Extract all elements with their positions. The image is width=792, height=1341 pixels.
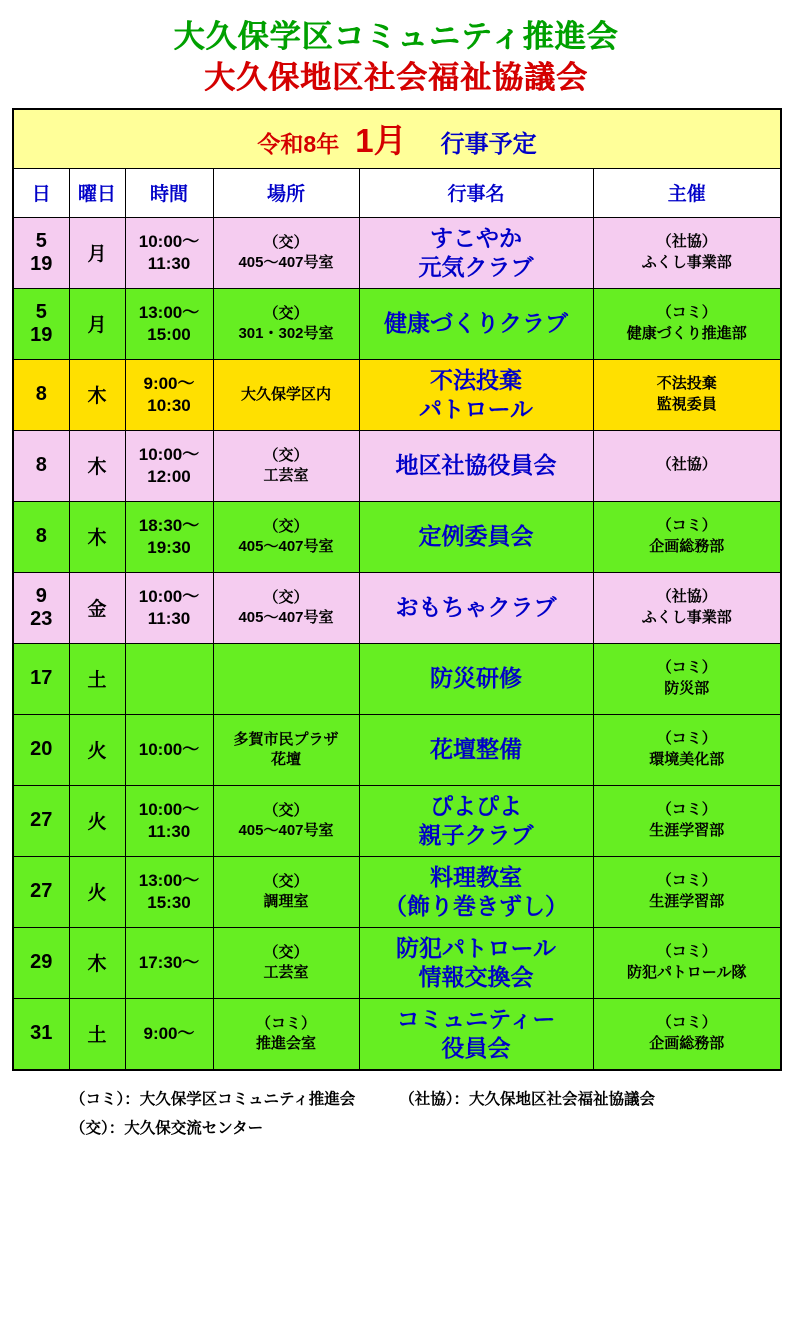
cell-day: 5 19 xyxy=(13,217,69,288)
table-row xyxy=(13,501,781,572)
cell-time: 10:00～ xyxy=(125,714,213,785)
table-row xyxy=(13,714,781,785)
banner-label: 行事予定 xyxy=(440,131,537,158)
schedule-table xyxy=(12,108,782,1071)
cell-time: 10:00～ 11:30 xyxy=(125,785,213,856)
cell-host: （社協） ふくし事業部 xyxy=(593,217,781,288)
banner-row xyxy=(13,109,781,169)
cell-weekday: 土 xyxy=(69,643,125,714)
cell-host: （社協） ふくし事業部 xyxy=(593,572,781,643)
cell-event: 防災研修 xyxy=(359,643,593,714)
table-row xyxy=(13,927,781,998)
cell-host: （コミ） 防災部 xyxy=(593,643,781,714)
column-header-time: 時間 xyxy=(125,168,213,217)
cell-event: すこやか 元気クラブ xyxy=(359,217,593,288)
cell-day: 9 23 xyxy=(13,572,69,643)
cell-time: 9:00～ xyxy=(125,998,213,1070)
cell-time: 13:00～ 15:30 xyxy=(125,856,213,927)
cell-day: 29 xyxy=(13,927,69,998)
cell-time: 10:00～ 12:00 xyxy=(125,430,213,501)
cell-place: 多賀市民プラザ 花壇 xyxy=(213,714,359,785)
cell-day: 17 xyxy=(13,643,69,714)
cell-event: 料理教室 （飾り巻きずし） xyxy=(359,856,593,927)
table-row xyxy=(13,217,781,288)
footnote-komi: （コミ）：大久保学区コミュニティ推進会 xyxy=(70,1090,356,1108)
cell-weekday: 金 xyxy=(69,572,125,643)
banner-month: 1月 xyxy=(355,122,407,159)
footnote-kou: （交）：大久保交流センター xyxy=(70,1119,264,1137)
cell-weekday: 月 xyxy=(69,217,125,288)
cell-weekday: 月 xyxy=(69,288,125,359)
cell-time: 17:30～ xyxy=(125,927,213,998)
cell-place: （交） 405～407号室 xyxy=(213,785,359,856)
cell-place: （交） 工芸室 xyxy=(213,430,359,501)
cell-weekday: 木 xyxy=(69,927,125,998)
cell-place: （交） 405～407号室 xyxy=(213,572,359,643)
column-header-weekday: 曜日 xyxy=(69,168,125,217)
cell-host: （コミ） 健康づくり推進部 xyxy=(593,288,781,359)
month-banner xyxy=(13,109,781,169)
cell-weekday: 木 xyxy=(69,501,125,572)
table-row xyxy=(13,572,781,643)
cell-day: 27 xyxy=(13,856,69,927)
cell-event: 防犯パトロール 情報交換会 xyxy=(359,927,593,998)
org-title-community: 大久保学区コミュニティ推進会 xyxy=(173,19,619,54)
cell-event: 花壇整備 xyxy=(359,714,593,785)
cell-weekday: 火 xyxy=(69,714,125,785)
cell-event: おもちゃクラブ xyxy=(359,572,593,643)
cell-host: （コミ） 企画総務部 xyxy=(593,998,781,1070)
cell-weekday: 火 xyxy=(69,785,125,856)
page-title xyxy=(12,10,780,98)
cell-weekday: 木 xyxy=(69,359,125,430)
cell-host: （コミ） 企画総務部 xyxy=(593,501,781,572)
schedule-body xyxy=(13,217,781,1070)
table-row xyxy=(13,430,781,501)
table-row xyxy=(13,643,781,714)
cell-time: 10:00～ 11:30 xyxy=(125,572,213,643)
table-row xyxy=(13,998,781,1070)
cell-weekday: 土 xyxy=(69,998,125,1070)
cell-day: 27 xyxy=(13,785,69,856)
cell-host: （コミ） 生涯学習部 xyxy=(593,785,781,856)
cell-event: 健康づくりクラブ xyxy=(359,288,593,359)
cell-place: （交） 405～407号室 xyxy=(213,217,359,288)
cell-time: 13:00～ 15:00 xyxy=(125,288,213,359)
cell-place: （コミ） 推進会室 xyxy=(213,998,359,1070)
cell-place: 大久保学区内 xyxy=(213,359,359,430)
cell-time: 10:00～ 11:30 xyxy=(125,217,213,288)
table-row xyxy=(13,856,781,927)
column-header-row xyxy=(13,168,781,217)
cell-day: 8 xyxy=(13,430,69,501)
cell-day: 8 xyxy=(13,501,69,572)
banner-year: 令和8年 xyxy=(257,131,340,157)
column-header-place: 場所 xyxy=(213,168,359,217)
cell-day: 31 xyxy=(13,998,69,1070)
cell-host: （コミ） 生涯学習部 xyxy=(593,856,781,927)
cell-time: 18:30～ 19:30 xyxy=(125,501,213,572)
cell-event: コミュニティー 役員会 xyxy=(359,998,593,1070)
cell-place: （交） 工芸室 xyxy=(213,927,359,998)
cell-day: 8 xyxy=(13,359,69,430)
cell-event: 地区社協役員会 xyxy=(359,430,593,501)
cell-time xyxy=(125,643,213,714)
footnotes xyxy=(12,1085,780,1144)
footnote-shakyo: （社協）：大久保地区社会福祉協議会 xyxy=(399,1090,655,1108)
cell-host: （コミ） 環境美化部 xyxy=(593,714,781,785)
cell-place: （交） 調理室 xyxy=(213,856,359,927)
cell-day: 5 19 xyxy=(13,288,69,359)
cell-weekday: 火 xyxy=(69,856,125,927)
table-row xyxy=(13,785,781,856)
table-row xyxy=(13,288,781,359)
cell-host: （社協） xyxy=(593,430,781,501)
cell-place: （交） 405～407号室 xyxy=(213,501,359,572)
table-row xyxy=(13,359,781,430)
cell-host: （コミ） 防犯パトロール隊 xyxy=(593,927,781,998)
column-header-host: 主催 xyxy=(593,168,781,217)
column-header-day: 日 xyxy=(13,168,69,217)
cell-place: （交） 301・302号室 xyxy=(213,288,359,359)
cell-place xyxy=(213,643,359,714)
cell-event: ぴよぴよ 親子クラブ xyxy=(359,785,593,856)
org-title-welfare: 大久保地区社会福祉協議会 xyxy=(204,59,588,95)
cell-event: 不法投棄 パトロール xyxy=(359,359,593,430)
cell-event: 定例委員会 xyxy=(359,501,593,572)
cell-day: 20 xyxy=(13,714,69,785)
cell-host: 不法投棄 監視委員 xyxy=(593,359,781,430)
cell-time: 9:00～ 10:30 xyxy=(125,359,213,430)
column-header-event: 行事名 xyxy=(359,168,593,217)
cell-weekday: 木 xyxy=(69,430,125,501)
